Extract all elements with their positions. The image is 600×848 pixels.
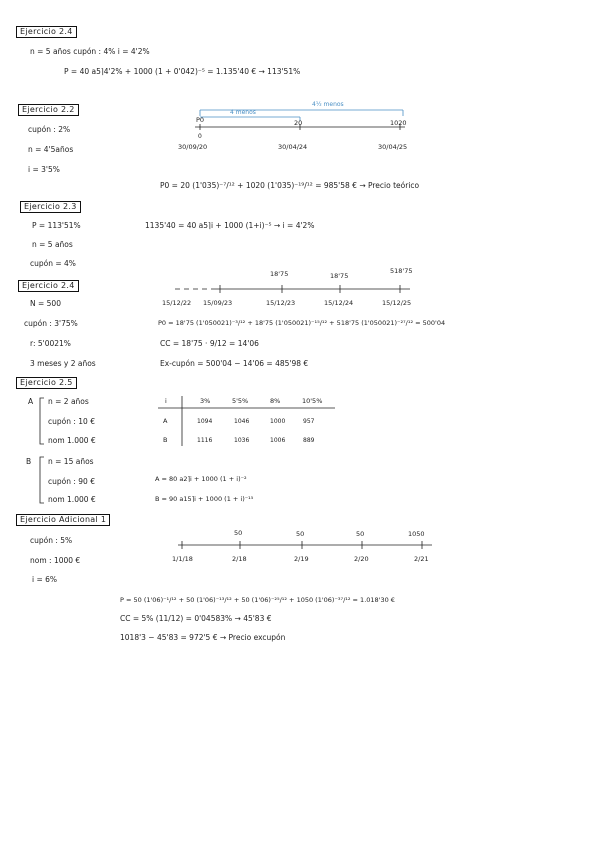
ejad-tl-v2: 50 <box>296 530 305 538</box>
ej22-tl-v1: 20 <box>294 119 303 127</box>
table-header-c2: 5'5% <box>232 397 249 405</box>
ejad-tl-d1: 2/18 <box>232 555 247 563</box>
table-header-i: i <box>165 397 167 405</box>
ej25-b-cupon: cupón : 90 € <box>48 477 95 486</box>
ej22-tl-d1: 30/09/20 <box>178 143 208 151</box>
ej24b-cc: CC = 18'75 · 9/12 = 14'06 <box>160 339 259 348</box>
ej24b-r: r: 5'0021% <box>30 339 71 348</box>
ej24b-tl-d4: 15/12/25 <box>382 299 412 307</box>
table-cell: 1046 <box>234 418 250 425</box>
table-cell: 1116 <box>197 437 213 444</box>
ejad-tl-v4: 1050 <box>408 530 425 538</box>
ej24b-menos: 3 meses y 2 años <box>30 359 96 368</box>
section-title-ejad: Ejercicio Adicional 1 <box>16 514 110 526</box>
ejad-tl-d0: 1/1/18 <box>172 555 193 563</box>
ejad-cupon: cupón : 5% <box>30 536 73 545</box>
ej25-b-n: n = 15 años <box>48 457 94 466</box>
table-cell: 1006 <box>270 437 286 444</box>
ej25-a-n: n = 2 años <box>48 397 89 406</box>
ej22-formula: P0 = 20 (1'035)⁻⁷/¹² + 1020 (1'035)⁻¹⁹/¹² = 985'58 € → Precio teórico <box>160 181 420 190</box>
table-header-c4: 10'5% <box>302 397 323 405</box>
ej25-a-cupon: cupón : 10 € <box>48 417 95 426</box>
ej22-cupon: cupón : 2% <box>28 125 71 134</box>
table-cell: 957 <box>303 418 315 425</box>
table-cell: 889 <box>303 437 315 444</box>
ej24b-tl-d3: 15/12/24 <box>324 299 354 307</box>
ej24b-tl-d1: 15/09/23 <box>203 299 233 307</box>
table-header-c1: 3% <box>200 397 211 405</box>
section-title-ej24a: Ejercicio 2.4 <box>16 26 77 38</box>
ej24a-params: n = 5 años cupón : 4% i = 4'2% <box>30 47 150 56</box>
ejad-i: i = 6% <box>32 575 58 584</box>
ejad-formula-2: CC = 5% (11/12) = 0'04583% → 45'83 € <box>120 614 272 623</box>
table-row-a-label: A <box>163 417 168 425</box>
brace-a <box>40 398 44 444</box>
section-title-ej24b: Ejercicio 2.4 <box>18 280 79 292</box>
ejad-tl-v1: 50 <box>234 529 243 537</box>
ej22-tl-d3: 30/04/25 <box>378 143 408 151</box>
ej25-a-nom: nom 1.000 € <box>48 436 96 445</box>
ej23-cupon: cupón = 4% <box>30 259 76 268</box>
ej23-formula: 1135'40 = 40 a5⌉i + 1000 (1+i)⁻⁵ → i = 4'2% <box>145 221 315 230</box>
ej23-n: n = 5 años <box>32 240 73 249</box>
ej25-b-label: B <box>26 457 32 466</box>
ej22-tl-p0: P0 <box>196 116 205 124</box>
ejad-formula-1: P = 50 (1'06)⁻¹/¹² + 50 (1'06)⁻¹³/¹² + 50 (1'06)⁻²⁵/¹² + 1050 (1'06)⁻³⁷/¹² = 1.018'30 € <box>120 596 395 604</box>
ej22-i: i = 3'5% <box>28 165 60 174</box>
ej24a-formula: P = 40 a5⌉4'2% + 1000 (1 + 0'042)⁻⁵ = 1.135'40 € → 113'51% <box>64 67 301 76</box>
ej25-b-nom: nom 1.000 € <box>48 495 96 504</box>
table-cell: 1000 <box>270 418 286 425</box>
ejad-tl-d3: 2/20 <box>354 555 369 563</box>
section-title-ej23: Ejercicio 2.3 <box>20 201 81 213</box>
ej24b-tl-d2: 15/12/23 <box>266 299 296 307</box>
ej22-blue-mid: 4 menos <box>230 109 256 116</box>
ej22-n: n = 4'5años <box>28 145 74 154</box>
ej24b-tl-d0: 15/12/22 <box>162 299 192 307</box>
ej25-formula-b: B = 90 a15⌉i + 1000 (1 + i)⁻¹⁵ <box>155 495 254 503</box>
ejad-tl-d2: 2/19 <box>294 555 309 563</box>
ej22-tl-d2: 30/04/24 <box>278 143 308 151</box>
section-title-ej25: Ejercicio 2.5 <box>16 377 77 389</box>
ej23-p: P = 113'51% <box>32 221 81 230</box>
ej24b-tl-v1: 18'75 <box>270 270 289 278</box>
ej24b-tl-v3: 518'75 <box>390 267 413 275</box>
ej24b-excupon: Ex-cupón = 500'04 − 14'06 = 485'98 € <box>160 359 309 368</box>
ej22-blue-top: 4½ menos <box>312 101 344 108</box>
table-row-b-label: B <box>163 436 168 444</box>
ej25-formula-a: A = 80 a2⌉i + 1000 (1 + i)⁻² <box>155 475 247 483</box>
ej24b-formula: P0 = 18'75 (1'050021)⁻³/¹² + 18'75 (1'050021)⁻¹⁵/¹² + 518'75 (1'050021)⁻²⁷/¹² = 500'04 <box>158 319 446 327</box>
ej22-tl-v2: 1020 <box>390 119 407 127</box>
ej22-tl-zero: 0 <box>198 133 202 140</box>
ej24b-tl-v2: 18'75 <box>330 272 349 280</box>
ejad-formula-3: 1018'3 − 45'83 = 972'5 € → Precio excupón <box>120 633 286 642</box>
table-cell: 1036 <box>234 437 250 444</box>
ej25-a-label: A <box>28 397 34 406</box>
table-cell: 1094 <box>197 418 213 425</box>
ejad-nom: nom : 1000 € <box>30 556 81 565</box>
ejad-tl-d4: 2/21 <box>414 555 429 563</box>
section-title-ej22: Ejercicio 2.2 <box>18 104 79 116</box>
brace-b <box>40 457 44 503</box>
ejad-tl-v3: 50 <box>356 530 365 538</box>
table-header-c3: 8% <box>270 397 281 405</box>
ej24b-n: N = 500 <box>30 299 61 308</box>
ej24b-cupon: cupón : 3'75% <box>24 319 78 328</box>
